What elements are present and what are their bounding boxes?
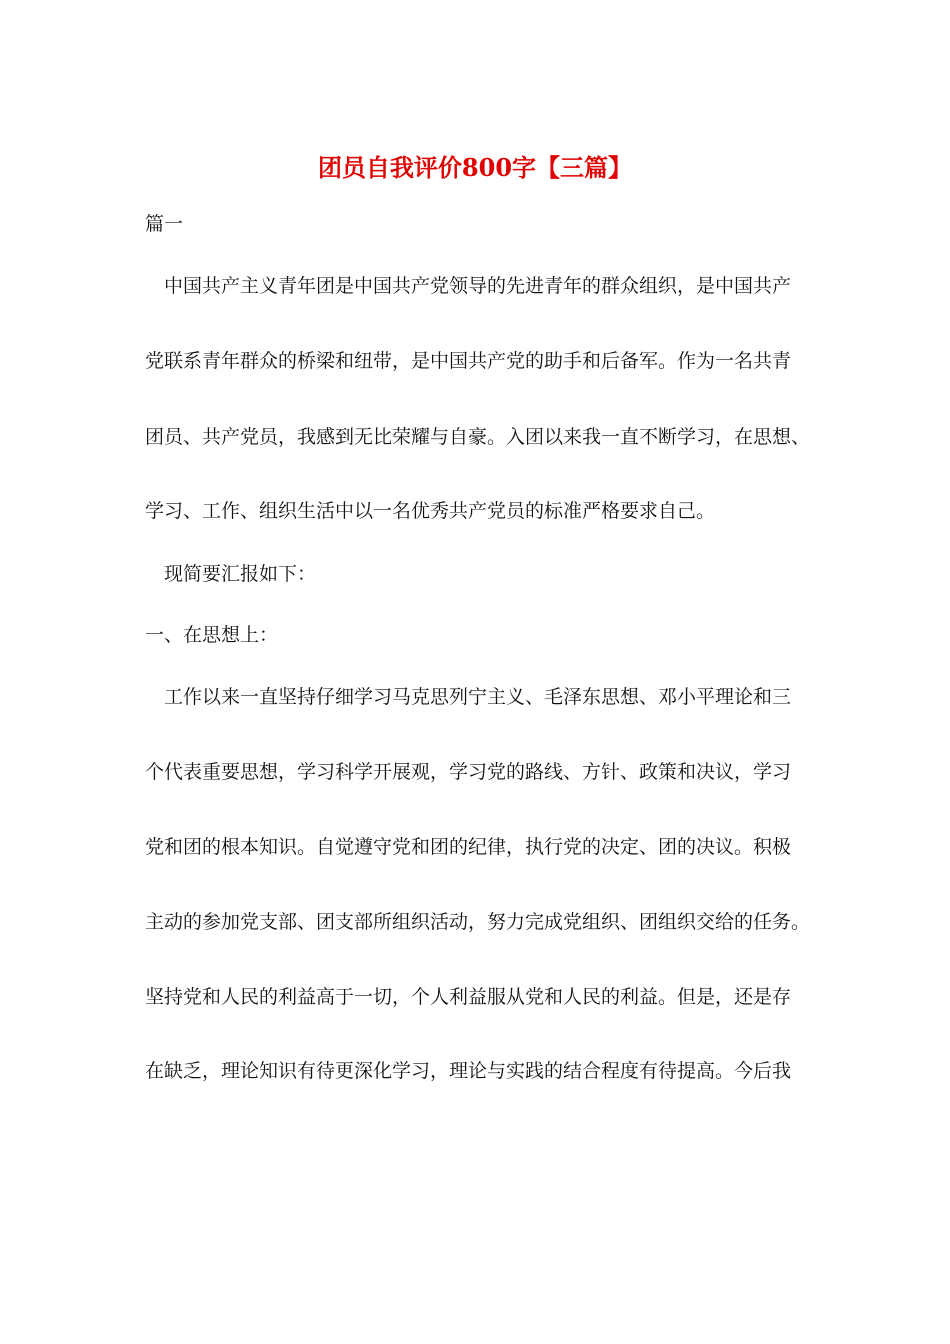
paragraph-line: 坚持党和人民的利益高于一切，个人利益服从党和人民的利益。但是，还是存 [145,986,792,1008]
paragraph-line: 工作以来一直坚持仔细学习马克思列宁主义、毛泽东思想、邓小平理论和三 [164,686,792,708]
subheading: 一、在思想上： [145,624,279,646]
paragraph-line: 学习、工作、组织生活中以一名优秀共产党员的标准严格要求自己。 [145,500,716,522]
paragraph-line: 个代表重要思想，学习科学开展观，学习党的路线、方针、政策和决议，学习 [145,761,792,783]
paragraph-line: 党和团的根本知识。自觉遵守党和团的纪律，执行党的决定、团的决议。积极 [145,836,792,858]
paragraph-line: 团员、共产党员，我感到无比荣耀与自豪。入团以来我一直不断学习，在思想、 [145,426,811,448]
paragraph-line: 现简要汇报如下： [164,563,317,585]
paragraph-line: 在缺乏，理论知识有待更深化学习，理论与实践的结合程度有待提高。今后我 [145,1060,792,1082]
document-title: 团员自我评价800字【三篇】 [317,153,633,182]
paragraph-line: 主动的参加党支部、团支部所组织活动，努力完成党组织、团组织交给的任务。 [145,911,811,933]
paragraph-line: 中国共产主义青年团是中国共产党领导的先进青年的群众组织，是中国共产 [164,275,792,297]
section-label: 篇一 [145,213,184,235]
paragraph-line: 党联系青年群众的桥梁和纽带，是中国共产党的助手和后备军。作为一名共青 [145,350,792,372]
